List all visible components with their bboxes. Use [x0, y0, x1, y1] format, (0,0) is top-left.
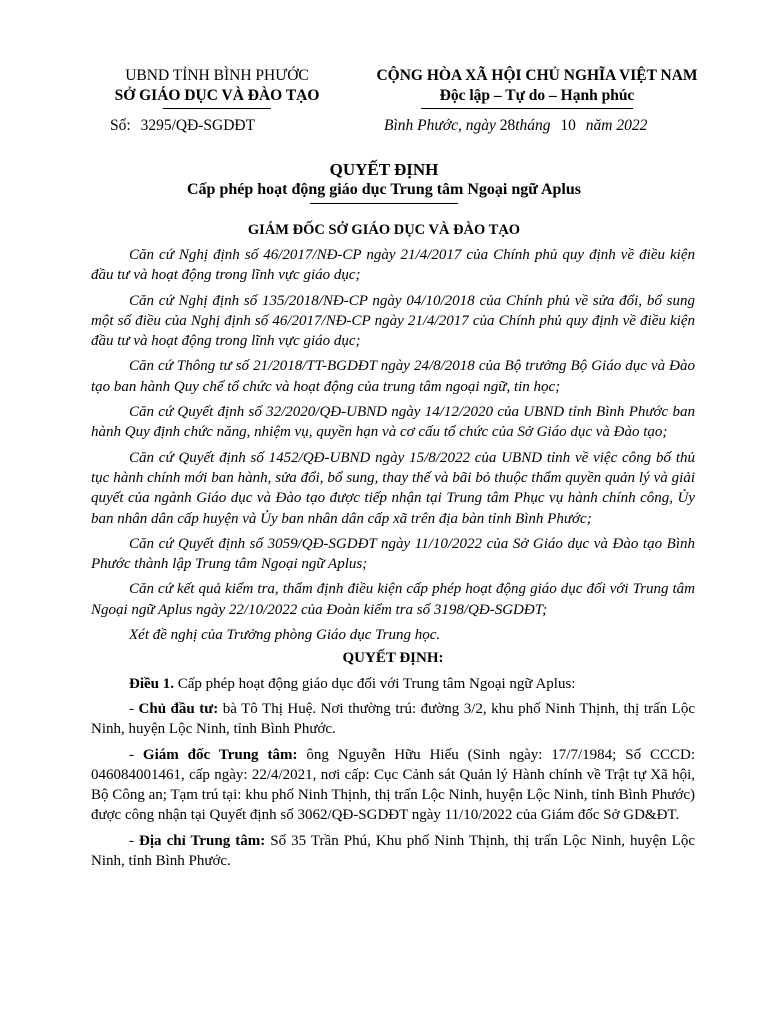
date-prefix: Bình Phước, ngày	[384, 117, 496, 134]
proposal-basis: Xét đề nghị của Trưởng phòng Giáo dục Trung học.	[129, 627, 441, 644]
legal-basis-1: Căn cứ Nghị định số 46/2017/NĐ-CP ngày 21/4/2017 của Chính phủ quy định về điều kiện đầu tư và hoạt động trong lĩnh vực giáo dục;	[91, 247, 695, 284]
item-investor-text: bà Tô Thị Huệ. Nơi thường trú: đường 3/2, khu phố Ninh Thịnh, thị trấn Lộc Ninh, huyện Lộc Ninh, tỉnh Bình Phước.	[91, 700, 695, 738]
item-investor-label: Chủ đầu tư:	[138, 700, 219, 717]
document-date	[384, 116, 647, 136]
national-title: CỘNG HÒA XÃ HỘI CHỦ NGHĨA VIỆT NAM	[376, 67, 698, 84]
item-director-label: Giám đốc Trung tâm:	[142, 746, 298, 763]
article-1	[91, 674, 695, 694]
item-address	[91, 831, 695, 872]
motto-underline	[421, 108, 633, 109]
item-director	[91, 745, 695, 826]
date-mid: tháng	[515, 117, 551, 134]
date-suffix: năm 2022	[585, 117, 648, 134]
legal-basis-4: Căn cứ Quyết định số 32/2020/QĐ-UBND ngày 14/12/2020 của UBND tỉnh Bình Phước ban hành Quy định chức năng, nhiệm vụ, quyền hạn và cơ cấu tổ chức của Sở Giáo dục và Đào tạo;	[91, 404, 695, 441]
number-label: Số:	[110, 117, 131, 134]
legal-basis-5: Căn cứ Quyết định số 1452/QĐ-UBND ngày 15/8/2022 của UBND tỉnh về việc công bố thủ tục hành chính mới ban hành, sửa đổi, bổ sung, thay thế và bãi bỏ thuộc thẩm quyền quản lý và giải quyết của ngành Giáo dục và Đào tạo được tiếp nhận tại Trung tâm Phục vụ hành chính công, Ủy ban nhân dân cấp huyện và Ủy ban nhân dân cấp xã trên địa bàn tỉnh Bình Phước;	[91, 449, 695, 527]
item-dash: -	[129, 700, 139, 717]
document-number	[110, 116, 255, 136]
number-suffix: /QĐ-SGDĐT	[171, 117, 256, 134]
item-dash: -	[129, 746, 143, 763]
legal-basis-2: Căn cứ Nghị định số 135/2018/NĐ-CP ngày 04/10/2018 của Chính phủ về sửa đổi, bổ sung một số điều của Nghị định số 46/2017/NĐ-CP ngày 21/4/2017 của Chính phủ quy định về điều kiện đầu tư và hoạt động trong lĩnh vực giáo dục;	[91, 292, 695, 350]
article-1-label: Điều 1.	[129, 675, 174, 692]
number-value: 3295	[140, 117, 172, 134]
issuing-province: UBND TỈNH BÌNH PHƯỚC	[125, 67, 309, 84]
item-address-text: Số 35 Trần Phú, Khu phố Ninh Thịnh, thị trấn Lộc Ninh, huyện Lộc Ninh, tỉnh Bình Phước.	[91, 832, 695, 870]
legal-basis-3: Căn cứ Thông tư số 21/2018/TT-BGDĐT ngày 24/8/2018 của Bộ trưởng Bộ Giáo dục và Đào tạo ban hành Quy chế tổ chức và hoạt động của trung tâm ngoại ngữ, tin học;	[91, 358, 695, 395]
title-underline	[310, 203, 458, 204]
date-day: 28	[499, 117, 516, 134]
decision-heading: QUYẾT ĐỊNH:	[342, 650, 444, 667]
item-address-label: Địa chỉ Trung tâm:	[139, 832, 266, 849]
authority-heading: GIÁM ĐỐC SỞ GIÁO DỤC VÀ ĐÀO TẠO	[247, 222, 521, 238]
item-investor	[91, 699, 695, 740]
document-title: QUYẾT ĐỊNH	[329, 160, 439, 179]
legal-basis-7: Căn cứ kết quả kiểm tra, thẩm định điều kiện cấp phép hoạt động giáo dục đối với Trung tâm Ngoại ngữ Aplus ngày 22/10/2022 của Đoàn kiểm tra số 3198/QĐ-SGDĐT;	[91, 581, 695, 618]
date-month: 10	[560, 117, 576, 134]
department-underline	[163, 108, 271, 109]
document-body	[91, 245, 695, 876]
document-subtitle: Cấp phép hoạt động giáo dục Trung tâm Ngoại ngữ Aplus	[186, 181, 581, 198]
item-dash: -	[129, 832, 140, 849]
legal-basis-6: Căn cứ Quyết định số 3059/QĐ-SGDĐT ngày 11/10/2022 của Sở Giáo dục và Đào tạo Bình Phước thành lập Trung tâm Ngoại ngữ Aplus;	[91, 535, 695, 573]
document-header	[0, 66, 768, 146]
article-1-text: Cấp phép hoạt động giáo dục đối với Trung tâm Ngoại ngữ Aplus:	[174, 675, 576, 692]
item-director-text: ông Nguyễn Hữu Hiếu (Sinh ngày: 17/7/1984; Số CCCD: 046084001461, cấp ngày: 22/4/2021, nơi cấp: Cục Cảnh sát Quản lý Hành chính về Trật tự Xã hội, Bộ Công an; Tạm trú tại: khu phố Ninh Thịnh, thị trấn Lộc Ninh, huyện Lộc Ninh, tỉnh Bình Phước) được công nhận tại Quyết định số 3062/QĐ-SGDĐT ngày 11/10/2022 của Giám đốc Sở GD&ĐT.	[91, 746, 695, 824]
issuing-department: SỞ GIÁO DỤC VÀ ĐÀO TẠO	[114, 87, 320, 104]
national-motto: Độc lập – Tự do – Hạnh phúc	[439, 87, 635, 104]
